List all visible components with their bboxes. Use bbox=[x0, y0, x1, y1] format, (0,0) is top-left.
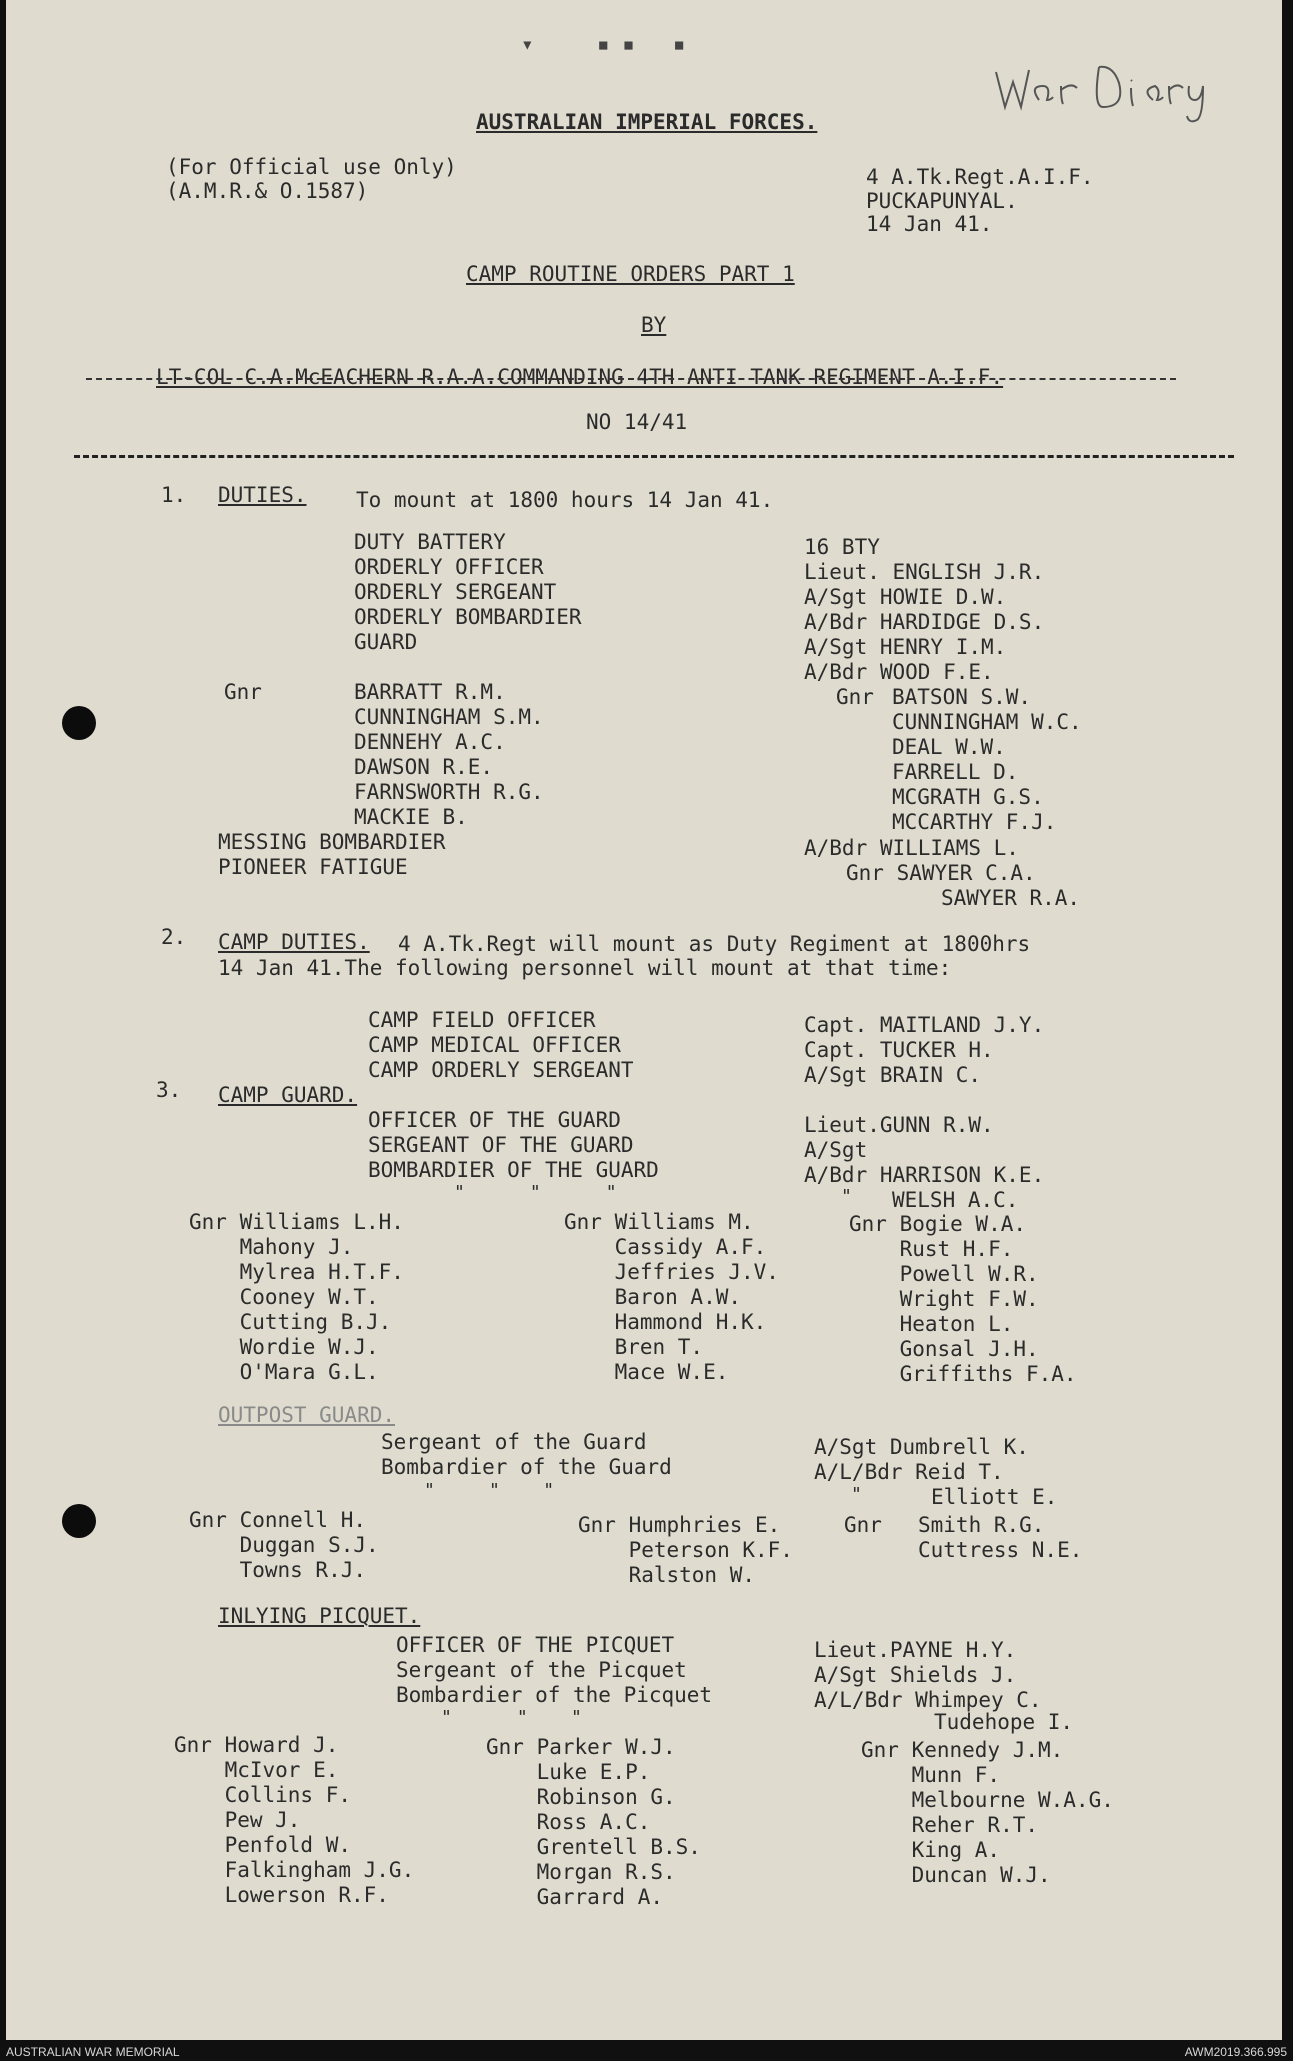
gunner-entry: Mace W.E. bbox=[564, 1360, 729, 1384]
duty-name: Capt. TUCKER H. bbox=[804, 1038, 994, 1062]
pioneer-role: PIONEER FATIGUE bbox=[218, 855, 408, 879]
ditto-marks: " " " bbox=[454, 1182, 617, 1203]
section-2-heading: CAMP DUTIES. bbox=[218, 930, 370, 954]
section-2-text-2: 14 Jan 41.The following personnel will mount at that time: bbox=[218, 956, 952, 980]
ditto-marks: " bbox=[851, 1484, 862, 1505]
unit-line-2: PUCKAPUNYAL. bbox=[866, 189, 1018, 213]
gunner-entry: Gnr Parker W.J. bbox=[486, 1735, 676, 1759]
gunner-entry: Ross A.C. bbox=[486, 1810, 651, 1834]
guard-prefix: Gnr bbox=[836, 685, 874, 709]
document-page bbox=[6, 0, 1282, 2040]
ditto-marks: " " " bbox=[441, 1707, 582, 1728]
guard-name: MCGRATH G.S. bbox=[892, 785, 1044, 809]
guard-name: DENNEHY A.C. bbox=[354, 730, 506, 754]
gunner-entry: Gonsal J.H. bbox=[849, 1337, 1039, 1361]
order-number: NO 14/41 bbox=[586, 410, 688, 434]
duty-name: Lieut.GUNN R.W. bbox=[804, 1113, 994, 1137]
section-1-heading: DUTIES. bbox=[218, 483, 307, 507]
duty-name: A/Bdr HARDIDGE D.S. bbox=[804, 610, 1045, 634]
gunner-entry: Grentell B.S. bbox=[486, 1835, 701, 1859]
duty-name: A/L/Bdr Whimpey C. bbox=[814, 1688, 1042, 1712]
section-3-number: 3. bbox=[156, 1078, 182, 1102]
extra-bombardier: Tudehope I. bbox=[934, 1710, 1074, 1734]
gunner-entry: Bren T. bbox=[564, 1335, 704, 1359]
gunner-entry: Hammond H.K. bbox=[564, 1310, 767, 1334]
archive-reference: AWM2019.366.995 bbox=[1184, 2045, 1287, 2059]
messing-role: MESSING BOMBARDIER bbox=[218, 830, 446, 854]
gunner-entry: Gnr Williams L.H. bbox=[189, 1210, 404, 1234]
top-marks: ▾ ▪ ▪ ▪ bbox=[521, 32, 686, 56]
gunner-entry: Gnr Howard J. bbox=[174, 1733, 339, 1757]
duty-name: A/Sgt HENRY I.M. bbox=[804, 635, 1007, 659]
section-1-intro: To mount at 1800 hours 14 Jan 41. bbox=[356, 488, 774, 512]
gunner-entry: Cuttress N.E. bbox=[918, 1538, 1083, 1562]
extra-bombardier: WELSH A.C. bbox=[892, 1188, 1019, 1212]
gunner-entry: Duggan S.J. bbox=[189, 1533, 379, 1557]
gunner-entry: Cooney W.T. bbox=[189, 1285, 379, 1309]
official-line-2: (A.M.R.& O.1587) bbox=[166, 179, 369, 203]
duty-role: Sergeant of the Picquet bbox=[396, 1658, 687, 1682]
archive-name: AUSTRALIAN WAR MEMORIAL bbox=[6, 2045, 180, 2059]
gunner-entry: Duncan W.J. bbox=[861, 1863, 1051, 1887]
section-2-number: 2. bbox=[161, 925, 187, 949]
section-5-heading: INLYING PICQUET. bbox=[218, 1604, 421, 1628]
binder-hole bbox=[62, 706, 96, 740]
duty-role: Bombardier of the Picquet bbox=[396, 1683, 713, 1707]
guard-name: BATSON S.W. bbox=[892, 685, 1032, 709]
gunner-prefix: Gnr bbox=[844, 1513, 882, 1537]
gunner-entry: Towns R.J. bbox=[189, 1558, 367, 1582]
gunner-entry: Wordie W.J. bbox=[189, 1335, 379, 1359]
official-line-1: (For Official use Only) bbox=[166, 155, 457, 179]
gunner-entry: Collins F. bbox=[174, 1783, 352, 1807]
section-4-heading: OUTPOST GUARD. bbox=[218, 1403, 396, 1427]
duty-role: CAMP FIELD OFFICER bbox=[368, 1008, 596, 1032]
pioneer-name: SAWYER R.A. bbox=[941, 886, 1081, 910]
gunner-entry: Gnr Connell H. bbox=[189, 1508, 367, 1532]
orders-title: CAMP ROUTINE ORDERS PART 1 bbox=[466, 262, 795, 286]
gunner-entry: Powell W.R. bbox=[849, 1262, 1039, 1286]
gunner-entry: Gnr Bogie W.A. bbox=[849, 1212, 1027, 1236]
duty-role: ORDERLY BOMBARDIER bbox=[354, 605, 582, 629]
guard-name: FARRELL D. bbox=[892, 760, 1019, 784]
duty-name: A/Sgt HOWIE D.W. bbox=[804, 585, 1007, 609]
gunner-entry: Gnr Williams M. bbox=[564, 1210, 754, 1234]
gunner-entry: Cutting B.J. bbox=[189, 1310, 392, 1334]
handwritten-annotation bbox=[991, 52, 1221, 137]
duty-name: A/Sgt BRAIN C. bbox=[804, 1063, 982, 1087]
duty-role: CAMP ORDERLY SERGEANT bbox=[368, 1058, 634, 1082]
duty-role: OFFICER OF THE GUARD bbox=[368, 1108, 621, 1132]
duty-role: Sergeant of the Guard bbox=[381, 1430, 647, 1454]
gunner-entry: Cassidy A.F. bbox=[564, 1235, 767, 1259]
unit-line-3: 14 Jan 41. bbox=[866, 212, 993, 236]
binder-hole bbox=[62, 1504, 96, 1538]
gunner-entry: Gnr Humphries E. bbox=[578, 1513, 781, 1537]
section-3-heading: CAMP GUARD. bbox=[218, 1083, 358, 1107]
duty-role: SERGEANT OF THE GUARD bbox=[368, 1133, 634, 1157]
gunner-entry: Gnr Kennedy J.M. bbox=[861, 1738, 1064, 1762]
duty-name: 16 BTY bbox=[804, 535, 880, 559]
gunner-entry: Wright F.W. bbox=[849, 1287, 1039, 1311]
gunner-entry: Luke E.P. bbox=[486, 1760, 651, 1784]
guard-name: CUNNINGHAM W.C. bbox=[892, 710, 1082, 734]
gunner-entry: Baron A.W. bbox=[564, 1285, 742, 1309]
gunner-entry: Morgan R.S. bbox=[486, 1860, 676, 1884]
gunner-entry: Melbourne W.A.G. bbox=[861, 1788, 1114, 1812]
gunner-entry: Reher R.T. bbox=[861, 1813, 1039, 1837]
section-2-text-1: 4 A.Tk.Regt will mount as Duty Regiment at 1800hrs bbox=[398, 932, 1031, 956]
archive-footer bbox=[0, 2043, 1293, 2061]
messing-name: A/Bdr WILLIAMS L. bbox=[804, 836, 1019, 860]
duty-name: A/L/Bdr Reid T. bbox=[814, 1460, 1004, 1484]
duty-role: OFFICER OF THE PICQUET bbox=[396, 1633, 675, 1657]
gunner-entry: O'Mara G.L. bbox=[189, 1360, 379, 1384]
gunner-entry: McIvor E. bbox=[174, 1758, 339, 1782]
duty-role: GUARD bbox=[354, 630, 418, 654]
gunner-entry: Griffiths F.A. bbox=[849, 1362, 1077, 1386]
commander-rule bbox=[86, 378, 1176, 380]
gunner-entry: Robinson G. bbox=[486, 1785, 676, 1809]
duty-name: A/Sgt Dumbrell K. bbox=[814, 1435, 1029, 1459]
duty-name: A/Sgt bbox=[804, 1138, 868, 1162]
unit-line-1: 4 A.Tk.Regt.A.I.F. bbox=[866, 165, 1094, 189]
duty-name: Lieut.PAYNE H.Y. bbox=[814, 1638, 1017, 1662]
gunner-entry: Smith R.G. bbox=[918, 1513, 1045, 1537]
duty-name: A/Bdr HARRISON K.E. bbox=[804, 1163, 1045, 1187]
by-label: BY bbox=[641, 313, 667, 337]
guard-name: MACKIE B. bbox=[354, 805, 468, 829]
guard-name: FARNSWORTH R.G. bbox=[354, 780, 544, 804]
ditto-marks: " bbox=[841, 1186, 852, 1207]
gunner-entry: Pew J. bbox=[174, 1808, 301, 1832]
duty-role: Bombardier of the Guard bbox=[381, 1455, 672, 1479]
duty-role: CAMP MEDICAL OFFICER bbox=[368, 1033, 621, 1057]
guard-name: DEAL W.W. bbox=[892, 735, 1006, 759]
guard-name: CUNNINGHAM S.M. bbox=[354, 705, 544, 729]
gunner-entry: Falkingham J.G. bbox=[174, 1858, 415, 1882]
gunner-entry: Jeffries J.V. bbox=[564, 1260, 779, 1284]
gunner-entry: Munn F. bbox=[861, 1763, 1001, 1787]
pioneer-name: Gnr SAWYER C.A. bbox=[846, 861, 1036, 885]
duty-role: ORDERLY SERGEANT bbox=[354, 580, 557, 604]
gunner-entry: King A. bbox=[861, 1838, 1001, 1862]
gunner-entry: Garrard A. bbox=[486, 1885, 664, 1909]
duty-role: ORDERLY OFFICER bbox=[354, 555, 544, 579]
gunner-entry: Rust H.F. bbox=[849, 1237, 1014, 1261]
guard-name: MCCARTHY F.J. bbox=[892, 810, 1057, 834]
duty-name: Lieut. ENGLISH J.R. bbox=[804, 560, 1045, 584]
header-divider bbox=[74, 455, 1234, 458]
duty-role: DUTY BATTERY bbox=[354, 530, 506, 554]
gunner-entry: Mahony J. bbox=[189, 1235, 354, 1259]
gunner-entry: Penfold W. bbox=[174, 1833, 352, 1857]
gunner-entry: Heaton L. bbox=[849, 1312, 1014, 1336]
guard-name: BARRATT R.M. bbox=[354, 680, 506, 704]
commander-line: LT-COL C.A.McEACHERN R.A.A.COMMANDING 4TH ANTI TANK REGIMENT A.I.F. bbox=[156, 365, 1004, 389]
duty-name: A/Sgt Shields J. bbox=[814, 1663, 1017, 1687]
duty-name: Capt. MAITLAND J.Y. bbox=[804, 1013, 1045, 1037]
ditto-marks: " " " bbox=[424, 1480, 555, 1501]
section-1-number: 1. bbox=[161, 483, 187, 507]
document-title: AUSTRALIAN IMPERIAL FORCES. bbox=[476, 110, 818, 134]
guard-name: DAWSON R.E. bbox=[354, 755, 494, 779]
extra-bombardier: Elliott E. bbox=[931, 1485, 1058, 1509]
duty-name: A/Bdr WOOD F.E. bbox=[804, 660, 994, 684]
gunner-entry: Mylrea H.T.F. bbox=[189, 1260, 404, 1284]
guard-prefix: Gnr bbox=[224, 680, 262, 704]
gunner-entry: Peterson K.F. bbox=[578, 1538, 793, 1562]
duty-role: BOMBARDIER OF THE GUARD bbox=[368, 1158, 659, 1182]
gunner-entry: Lowerson R.F. bbox=[174, 1883, 389, 1907]
gunner-entry: Ralston W. bbox=[578, 1563, 756, 1587]
